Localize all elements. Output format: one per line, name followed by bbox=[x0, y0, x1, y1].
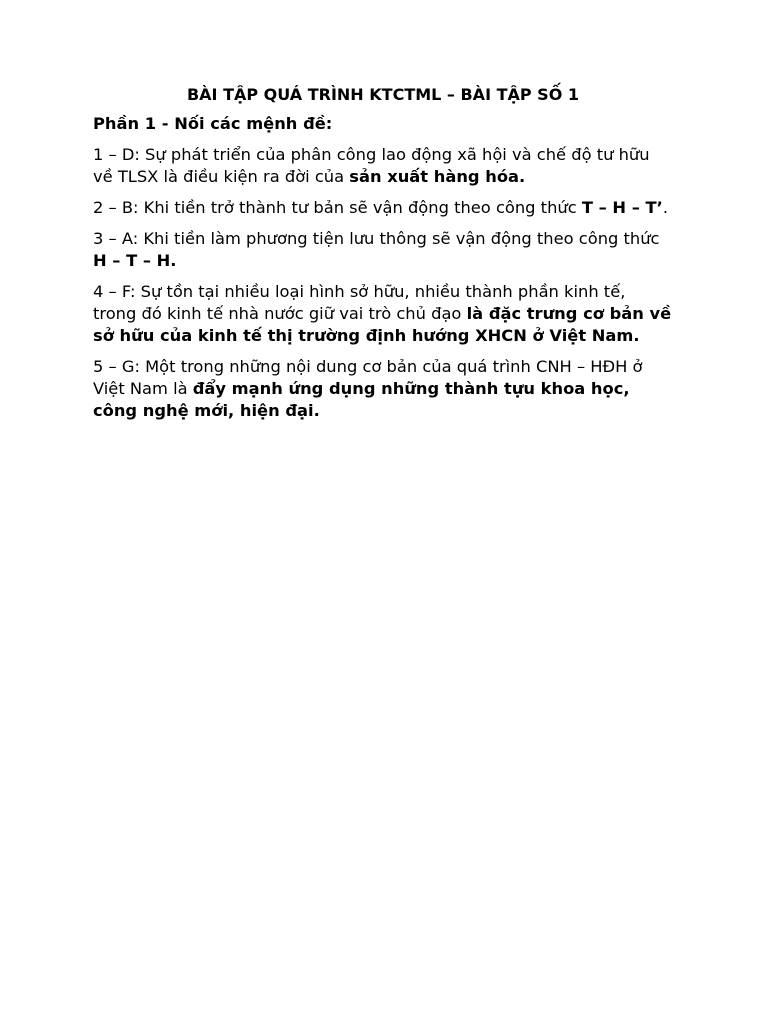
document-title: BÀI TẬP QUÁ TRÌNH KTCTML – BÀI TẬP SỐ 1 bbox=[186, 85, 580, 104]
item-text: 4 – F: Sự tồn tại nhiều loại hình sở hữu, nhiều thành phần kinh tế, trong đó kinh tế nhà nước giữ vai trò chủ đạo bbox=[93, 282, 626, 323]
list-item-3 bbox=[93, 228, 673, 272]
list-item-2 bbox=[93, 197, 673, 219]
item-text: 5 – G: Một trong những nội dung cơ bản của quá trình CNH – HĐH ở Việt Nam là bbox=[93, 357, 643, 398]
document-page bbox=[93, 84, 673, 431]
list-item-4 bbox=[93, 281, 673, 347]
list-item-5 bbox=[93, 356, 673, 422]
item-bold-text: sản xuất hàng hóa. bbox=[349, 167, 526, 186]
item-text: 1 – D: Sự phát triển của phân công lao động xã hội và chế độ tư hữu về TLSX là điều kiện ra đời của bbox=[93, 145, 650, 186]
item-bold-text: là đặc trưng cơ bản về sở hữu của kinh tế thị trường định hướng XHCN ở Việt Nam. bbox=[93, 304, 672, 345]
item-bold-text: đẩy mạnh ứng dụng những thành tựu khoa học, công nghệ mới, hiện đại. bbox=[93, 379, 630, 420]
section-heading: Phần 1 - Nối các mệnh đề: bbox=[93, 114, 333, 133]
item-bold-text: T – H – T’ bbox=[581, 198, 663, 217]
list-item-1 bbox=[93, 144, 673, 188]
item-text: 3 – A: Khi tiền làm phương tiện lưu thông sẽ vận động theo công thức bbox=[93, 229, 660, 248]
item-text: 2 – B: Khi tiền trở thành tư bản sẽ vận động theo công thức bbox=[93, 198, 582, 217]
item-bold-text: H – T – H. bbox=[93, 251, 177, 270]
item-tail: . bbox=[662, 198, 669, 217]
